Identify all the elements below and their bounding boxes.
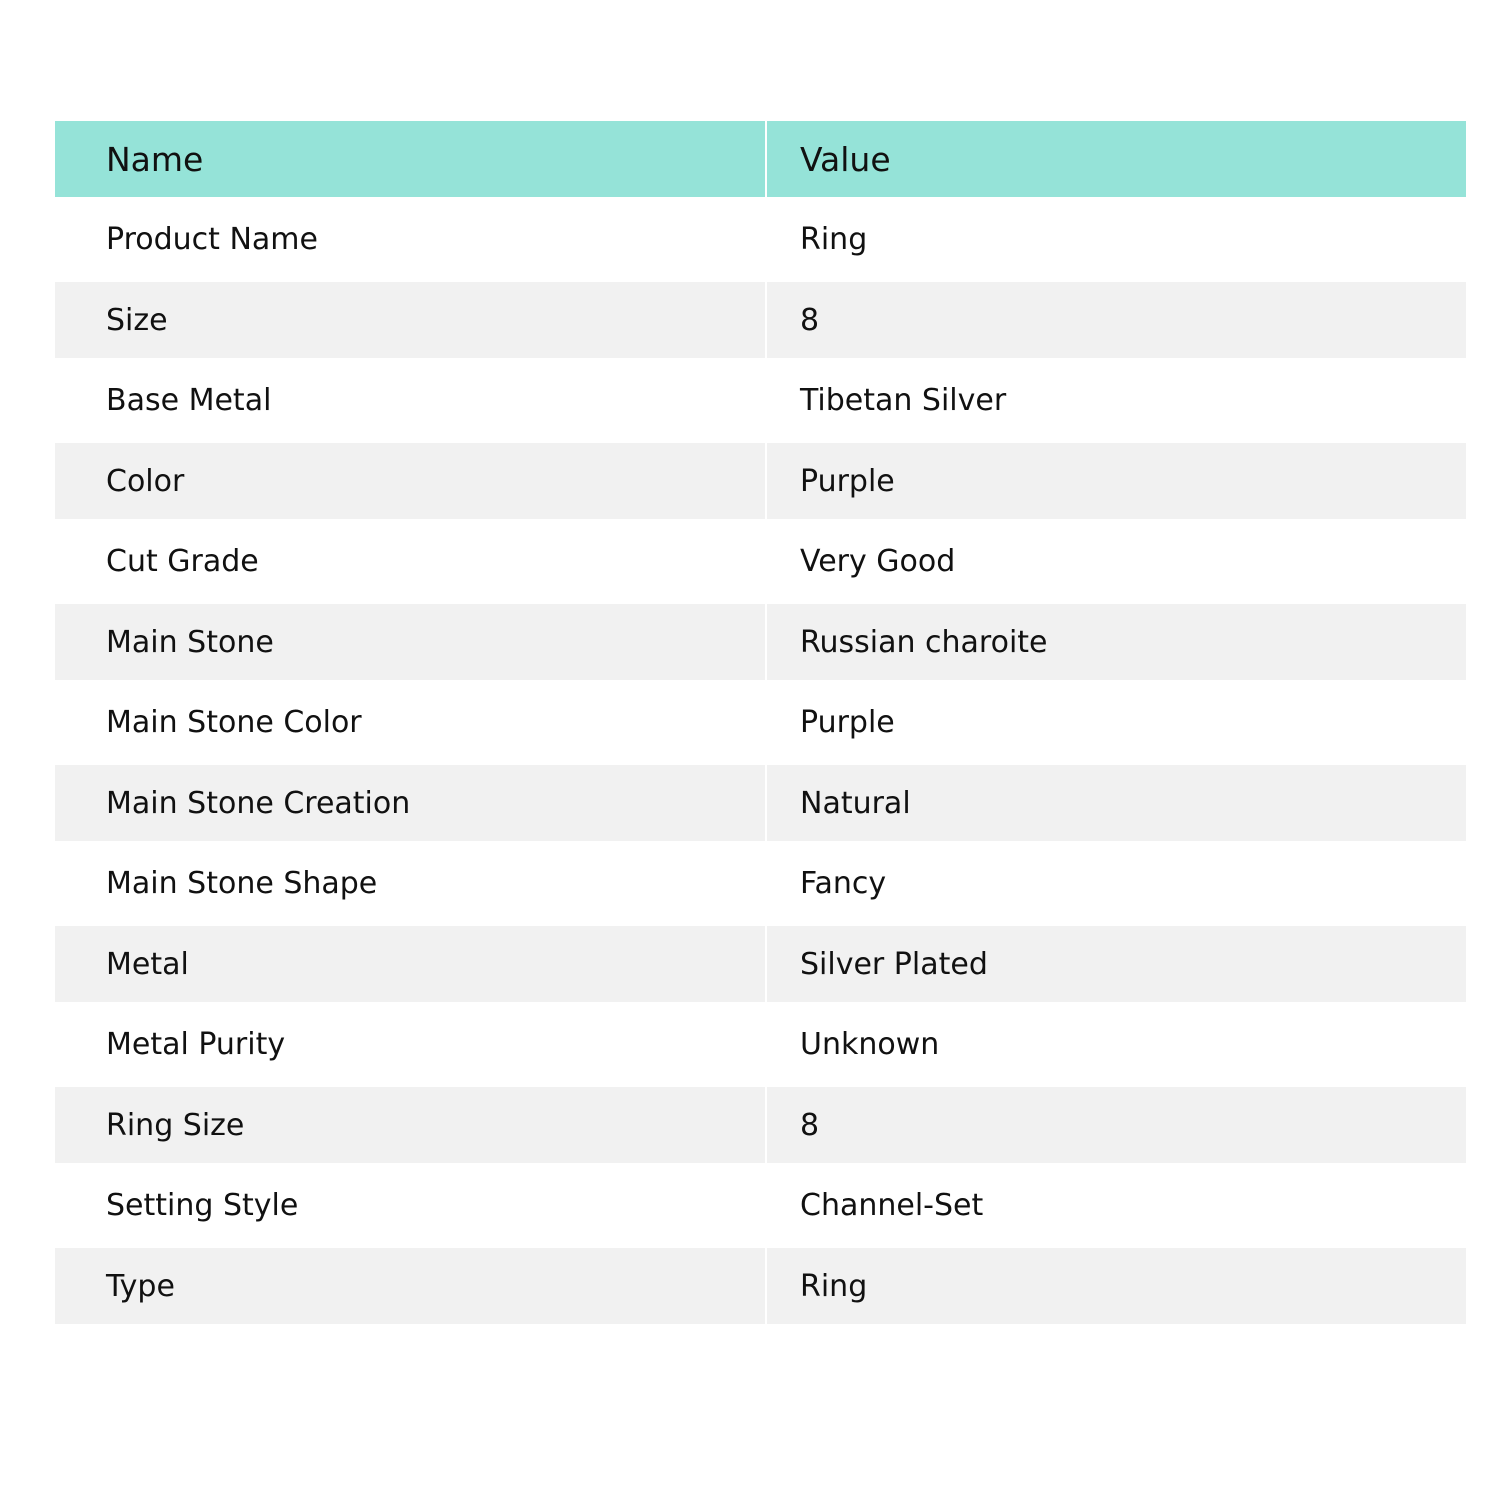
row-value-cell: 8 <box>767 282 1466 358</box>
table-row <box>55 926 1466 1002</box>
row-name-cell: Base Metal <box>55 358 767 443</box>
column-header-value: Value <box>767 121 1466 197</box>
row-value-cell: Natural <box>767 765 1466 841</box>
row-value-cell: Silver Plated <box>767 926 1466 1002</box>
header-row <box>55 121 1466 197</box>
row-name-cell: Main Stone Shape <box>55 841 767 926</box>
table-row <box>55 1087 1466 1163</box>
row-name-cell: Color <box>55 443 767 519</box>
row-value-cell: Ring <box>767 1248 1466 1324</box>
product-spec-table <box>55 121 1466 1324</box>
row-name-cell: Size <box>55 282 767 358</box>
table-body <box>55 197 1466 1324</box>
row-name-cell: Type <box>55 1248 767 1324</box>
table-row <box>55 443 1466 519</box>
table-header <box>55 121 1466 197</box>
table-row <box>55 1248 1466 1324</box>
row-value-cell: Ring <box>767 197 1466 282</box>
table-row <box>55 680 1466 765</box>
row-value-cell: 8 <box>767 1087 1466 1163</box>
row-value-cell: Fancy <box>767 841 1466 926</box>
table-row <box>55 519 1466 604</box>
column-header-name: Name <box>55 121 767 197</box>
table-row <box>55 841 1466 926</box>
table-row <box>55 1002 1466 1087</box>
row-value-cell: Channel-Set <box>767 1163 1466 1248</box>
row-name-cell: Metal <box>55 926 767 1002</box>
table-row <box>55 282 1466 358</box>
table-row <box>55 765 1466 841</box>
row-name-cell: Ring Size <box>55 1087 767 1163</box>
row-name-cell: Main Stone <box>55 604 767 680</box>
table-row <box>55 604 1466 680</box>
row-value-cell: Very Good <box>767 519 1466 604</box>
row-value-cell: Purple <box>767 443 1466 519</box>
table-row <box>55 1163 1466 1248</box>
row-name-cell: Setting Style <box>55 1163 767 1248</box>
row-name-cell: Main Stone Color <box>55 680 767 765</box>
table-row <box>55 358 1466 443</box>
row-value-cell: Purple <box>767 680 1466 765</box>
row-name-cell: Cut Grade <box>55 519 767 604</box>
row-value-cell: Unknown <box>767 1002 1466 1087</box>
row-name-cell: Main Stone Creation <box>55 765 767 841</box>
table-row <box>55 197 1466 282</box>
row-value-cell: Russian charoite <box>767 604 1466 680</box>
row-name-cell: Metal Purity <box>55 1002 767 1087</box>
row-value-cell: Tibetan Silver <box>767 358 1466 443</box>
row-name-cell: Product Name <box>55 197 767 282</box>
